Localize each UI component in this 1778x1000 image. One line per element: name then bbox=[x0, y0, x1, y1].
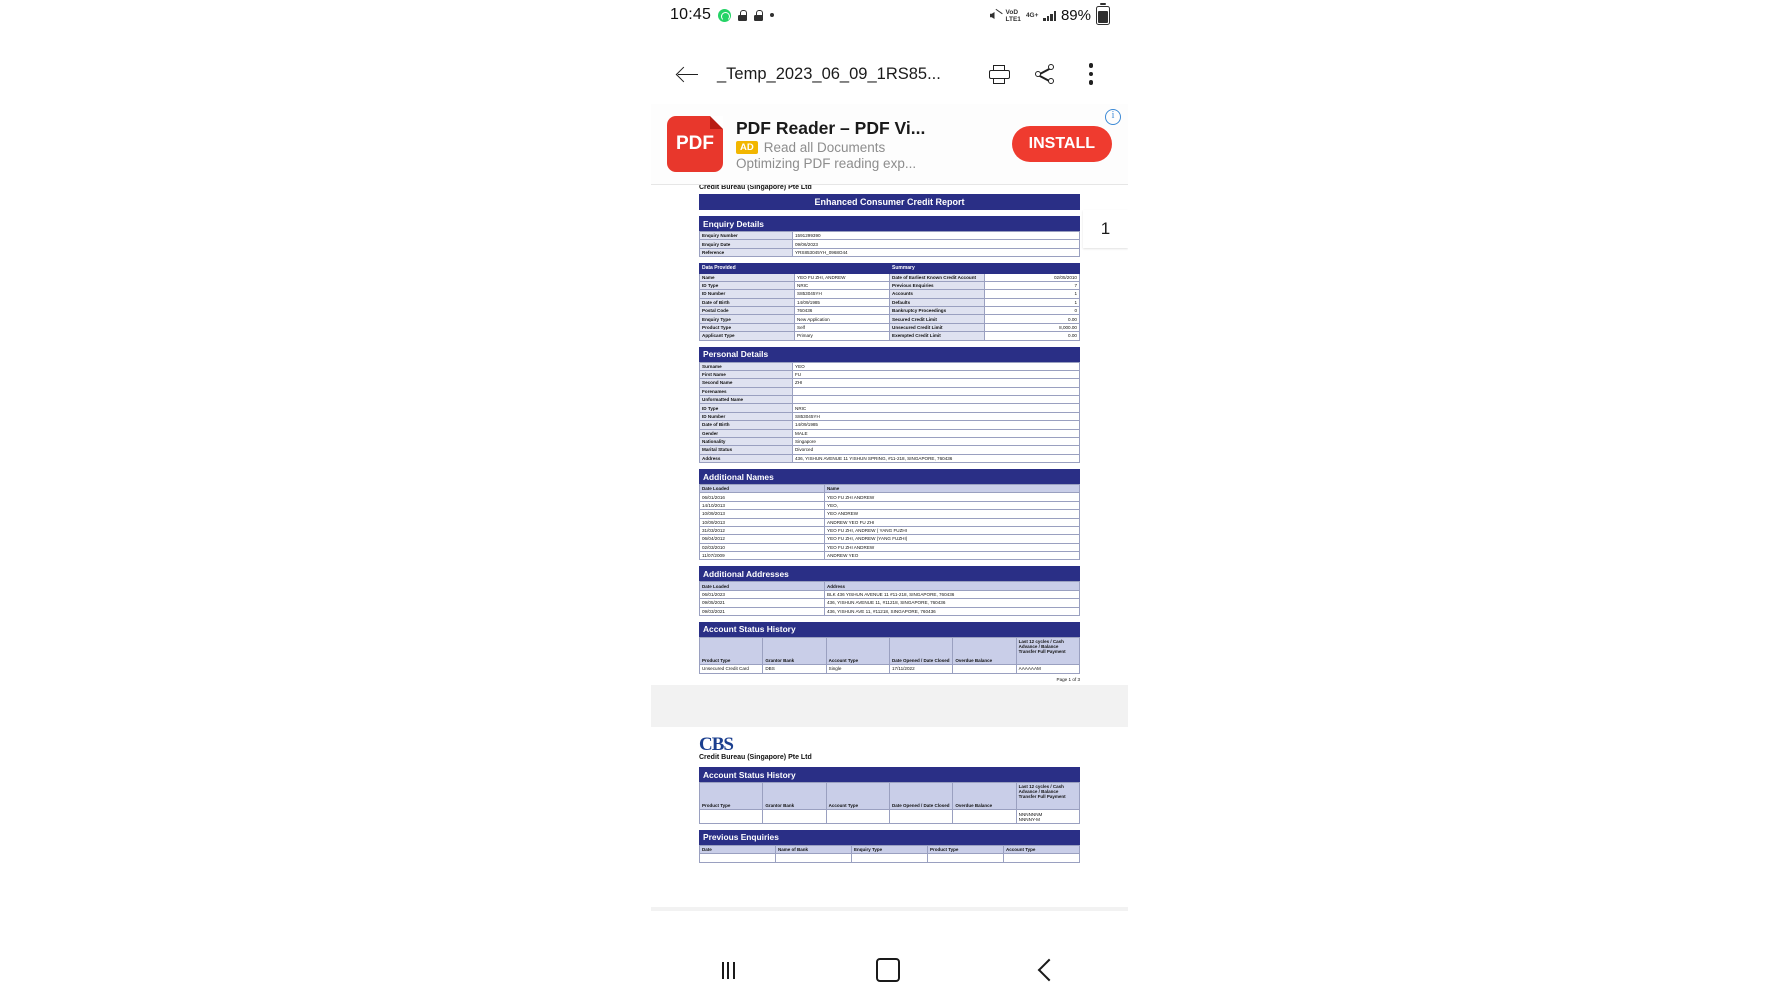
column-header: Product Type bbox=[700, 783, 763, 810]
row-value: 7 bbox=[985, 281, 1080, 289]
ad-title: PDF Reader – PDF Vi... bbox=[736, 117, 926, 138]
section-additional-names: Additional Names bbox=[699, 469, 1080, 484]
table-row bbox=[700, 607, 1080, 615]
table-row bbox=[700, 501, 1080, 509]
table-row bbox=[700, 599, 1080, 607]
additional-names-table bbox=[699, 484, 1080, 560]
row-value: 1 bbox=[985, 290, 1080, 298]
ad-info-icon[interactable]: i bbox=[1105, 109, 1121, 125]
network-generation bbox=[1026, 12, 1038, 19]
cell-date: 10/09/2013 bbox=[700, 518, 825, 526]
table-row bbox=[700, 307, 1080, 315]
ad-subtitle: Read all Documents bbox=[763, 139, 886, 155]
cell-date: 06/01/2023 bbox=[700, 590, 825, 598]
cell-name: ANDREW YEO bbox=[825, 552, 1080, 560]
table-row bbox=[700, 298, 1080, 306]
table-row bbox=[700, 232, 1080, 240]
column-header: Date Loaded bbox=[700, 582, 825, 590]
row-label: Nationality bbox=[700, 437, 793, 445]
report-title: Enhanced Consumer Credit Report bbox=[699, 194, 1080, 210]
ad-banner[interactable] bbox=[651, 104, 1128, 185]
table-row bbox=[700, 454, 1080, 462]
cell-date: 11/07/2009 bbox=[700, 552, 825, 560]
row-value: YRS853045YH_0968O44 bbox=[793, 248, 1080, 256]
row-label: Date of Earliest Known Credit Account bbox=[890, 273, 985, 281]
enquiry-details-table bbox=[699, 231, 1080, 257]
cell-account-type: Single bbox=[826, 665, 889, 673]
cell-date: 31/03/2012 bbox=[700, 526, 825, 534]
row-value: 436, YISHUN AVENUE 11 YISHUN SPRING, #11-218, SINGAPORE, 760436 bbox=[793, 454, 1080, 462]
row-value: 0.00 bbox=[985, 332, 1080, 340]
column-header: Date Opened / Date Closed bbox=[889, 637, 952, 664]
cbs-logo: CBS bbox=[699, 734, 733, 755]
cell-date: 06/01/2016 bbox=[700, 493, 825, 501]
column-header: Grantor Bank bbox=[763, 783, 826, 810]
account-status-history-table-page2 bbox=[699, 782, 1080, 824]
cell-date: 06/04/2012 bbox=[700, 535, 825, 543]
column-header: Last 12 cycles / Cash Advance / Balance Transfer Full Payment bbox=[1016, 637, 1079, 664]
row-value: Divorced bbox=[793, 446, 1080, 454]
install-button[interactable]: INSTALL bbox=[1012, 126, 1112, 162]
column-header: Date Loaded bbox=[700, 485, 825, 493]
cell-overdue-balance bbox=[953, 665, 1016, 673]
row-value: ZHI bbox=[793, 379, 1080, 387]
row-value: 1 bbox=[985, 298, 1080, 306]
row-label: Applicant Type bbox=[700, 332, 795, 340]
table-row bbox=[700, 362, 1080, 370]
cell-date: 09/05/2021 bbox=[700, 599, 825, 607]
row-label: Bankruptcy Proceedings bbox=[890, 307, 985, 315]
page-2-content bbox=[651, 727, 1128, 863]
cell-name: YEO FU ZHI ANDREW bbox=[825, 543, 1080, 551]
row-value: 02/05/2010 bbox=[985, 273, 1080, 281]
row-label: Reference bbox=[700, 248, 793, 256]
column-header: Name bbox=[825, 485, 1080, 493]
account-status-history-table bbox=[699, 637, 1080, 674]
column-header: Product Type bbox=[928, 845, 1004, 853]
table-row bbox=[700, 281, 1080, 289]
cell-cycles: AAAAAAM bbox=[1016, 665, 1079, 673]
personal-details-table bbox=[699, 362, 1080, 464]
section-summary: Summary bbox=[890, 264, 1080, 273]
table-row bbox=[700, 854, 1080, 862]
row-value: 14/09/1985 bbox=[793, 421, 1080, 429]
column-header: Product Type bbox=[700, 637, 763, 664]
section-previous-enquiries: Previous Enquiries bbox=[699, 830, 1080, 845]
table-header-row bbox=[700, 783, 1080, 810]
row-label: Address bbox=[700, 454, 793, 462]
table-row bbox=[700, 552, 1080, 560]
row-value: 09/06/2023 bbox=[793, 240, 1080, 248]
section-account-status-history-page2: Account Status History bbox=[699, 767, 1080, 782]
row-value: YEO FU ZHI, ANDREW bbox=[795, 273, 890, 281]
row-value: Primary bbox=[795, 332, 890, 340]
row-value bbox=[793, 396, 1080, 404]
cell-date: 10/09/2013 bbox=[700, 510, 825, 518]
table-row bbox=[700, 535, 1080, 543]
back-button[interactable] bbox=[665, 51, 711, 97]
app-bar bbox=[651, 44, 1128, 104]
table-row bbox=[700, 590, 1080, 598]
row-value: S853045YH bbox=[795, 290, 890, 298]
network-label bbox=[1006, 9, 1021, 23]
cell-date: 09/03/2021 bbox=[700, 607, 825, 615]
table-row bbox=[700, 387, 1080, 395]
row-label: ID Number bbox=[700, 290, 795, 298]
row-label: Unsecured Credit Limit bbox=[890, 323, 985, 331]
table-row bbox=[700, 429, 1080, 437]
page-gap bbox=[651, 685, 1128, 727]
lock-icon bbox=[754, 10, 763, 21]
column-header: Overdue Balance bbox=[953, 637, 1016, 664]
pdf-viewer[interactable] bbox=[651, 185, 1128, 911]
table-header-row bbox=[700, 582, 1080, 590]
cell-address: BLK 436 YISHUN AVENUE 11 #11-218, SINGAPORE, 760436 bbox=[825, 590, 1080, 598]
row-label: Name bbox=[700, 273, 795, 281]
cell-name: YEO ANDREW bbox=[825, 510, 1080, 518]
row-value: 0.00 bbox=[985, 315, 1080, 323]
org-logo-block bbox=[699, 727, 1080, 761]
column-header: Overdue Balance bbox=[953, 783, 1016, 810]
data-provided-summary-table bbox=[699, 263, 1080, 340]
row-value: YEO bbox=[793, 362, 1080, 370]
column-header: Name of Bank bbox=[776, 845, 852, 853]
row-label: Secured Credit Limit bbox=[890, 315, 985, 323]
row-label: ID Type bbox=[700, 281, 795, 289]
cycles-line-2: NNNNY-M bbox=[1018, 816, 1040, 822]
cell-account-type bbox=[826, 810, 889, 823]
row-label: Unformatted Name bbox=[700, 396, 793, 404]
battery-percent: 89% bbox=[1060, 7, 1091, 24]
table-header-row bbox=[700, 845, 1080, 853]
cell-name: YEO FU ZHI, ANDREW ( YANG FUZHI bbox=[825, 526, 1080, 534]
table-row bbox=[700, 437, 1080, 445]
ad-description: Optimizing PDF reading exp... bbox=[736, 155, 917, 171]
table-row bbox=[700, 379, 1080, 387]
page-indicator: 1 bbox=[1083, 210, 1128, 248]
table-row bbox=[700, 446, 1080, 454]
cell-grantor-bank bbox=[763, 810, 826, 823]
section-data-provided: Data Provided bbox=[700, 264, 890, 273]
table-row bbox=[700, 396, 1080, 404]
section-enquiry-details: Enquiry Details bbox=[699, 216, 1080, 231]
row-label: Gender bbox=[700, 429, 793, 437]
row-label: Forenames bbox=[700, 387, 793, 395]
recents-button[interactable] bbox=[722, 962, 735, 979]
network-line1: VoD bbox=[1005, 8, 1019, 16]
table-row bbox=[700, 240, 1080, 248]
share-button[interactable] bbox=[1022, 51, 1068, 97]
column-header: Account Type bbox=[826, 637, 889, 664]
table-row bbox=[700, 273, 1080, 281]
signal-icon bbox=[1043, 10, 1056, 21]
status-time: 10:45 bbox=[670, 6, 712, 23]
row-label: Enquiry Number bbox=[700, 232, 793, 240]
row-label: Date of Birth bbox=[700, 298, 795, 306]
page-1-content bbox=[651, 185, 1128, 682]
cycles-line-1: NNNNNNM bbox=[1018, 811, 1043, 817]
back-arrow-icon bbox=[678, 64, 699, 85]
column-header: Account Type bbox=[826, 783, 889, 810]
cell-date-opened bbox=[889, 810, 952, 823]
row-value: S853045YH bbox=[793, 412, 1080, 420]
ad-badge: AD bbox=[736, 141, 758, 154]
home-button[interactable] bbox=[876, 958, 900, 982]
cell-date: 02/03/2010 bbox=[700, 543, 825, 551]
row-value: 8,000.00 bbox=[985, 323, 1080, 331]
row-value: NRIC bbox=[793, 404, 1080, 412]
cell-product-type: Unsecured Credit Card bbox=[700, 665, 763, 673]
row-value: 0 bbox=[985, 307, 1080, 315]
back-nav-button[interactable] bbox=[1038, 959, 1061, 982]
row-value: Self bbox=[795, 323, 890, 331]
printer-icon bbox=[989, 65, 1010, 84]
org-name: Credit Bureau (Singapore) Pte Ltd bbox=[699, 754, 812, 761]
row-label: Surname bbox=[700, 362, 793, 370]
table-row bbox=[700, 315, 1080, 323]
network-line2: LTE1 bbox=[1005, 15, 1021, 23]
kebab-menu-icon bbox=[1089, 63, 1093, 84]
table-row bbox=[700, 332, 1080, 340]
column-header: Last 12 cycles / Cash Advance / Balance Transfer Full Payment bbox=[1016, 783, 1079, 810]
cell-address: 436, YISHUN AVE 11, #11218, SINGAPORE, 760436 bbox=[825, 607, 1080, 615]
lock-icon bbox=[738, 10, 747, 21]
table-row bbox=[700, 526, 1080, 534]
row-label: Accounts bbox=[890, 290, 985, 298]
column-header: Date Opened / Date Closed bbox=[889, 783, 952, 810]
pdf-app-icon: PDF bbox=[667, 116, 723, 172]
row-value: Singapore bbox=[793, 437, 1080, 445]
row-label: Product Type bbox=[700, 323, 795, 331]
row-label: Second Name bbox=[700, 379, 793, 387]
column-header: Enquiry Type bbox=[852, 845, 928, 853]
table-row bbox=[700, 323, 1080, 331]
table-row bbox=[700, 518, 1080, 526]
cell-name: YEO FU ZHI ANDREW bbox=[825, 493, 1080, 501]
table-row bbox=[700, 810, 1080, 823]
table-row bbox=[700, 248, 1080, 256]
org-name-page1: Credit Bureau (Singapore) Pte Ltd bbox=[699, 185, 812, 191]
row-value: NRIC bbox=[795, 281, 890, 289]
ad-subtitle-row bbox=[736, 140, 1012, 155]
section-personal-details: Personal Details bbox=[699, 347, 1080, 362]
pdf-page-1 bbox=[651, 185, 1128, 685]
row-label: Enquiry Type bbox=[700, 315, 795, 323]
row-label: Date of Birth bbox=[700, 421, 793, 429]
table-row bbox=[700, 290, 1080, 298]
cell-product-type bbox=[700, 810, 763, 823]
status-bar-right bbox=[990, 6, 1110, 25]
table-row bbox=[700, 510, 1080, 518]
whatsapp-icon bbox=[718, 9, 731, 22]
cell-overdue-balance bbox=[953, 810, 1016, 823]
document-title: _Temp_2023_06_09_1RS85... bbox=[717, 64, 941, 83]
table-header-row bbox=[700, 637, 1080, 664]
row-value: 760436 bbox=[795, 307, 890, 315]
column-header: Grantor Bank bbox=[763, 637, 826, 664]
row-value: FU bbox=[793, 370, 1080, 378]
row-label: Exempted Credit Limit bbox=[890, 332, 985, 340]
section-account-status-history: Account Status History bbox=[699, 622, 1080, 637]
row-value bbox=[793, 387, 1080, 395]
cell-name: YEO, bbox=[825, 501, 1080, 509]
row-value: MALE bbox=[793, 429, 1080, 437]
additional-addresses-table bbox=[699, 581, 1080, 616]
cell-address: 436, YISHUN AVENUE 11, #11218, SINGAPORE, 760436 bbox=[825, 599, 1080, 607]
table-row bbox=[700, 493, 1080, 501]
table-row bbox=[700, 543, 1080, 551]
mute-icon bbox=[990, 10, 1001, 21]
battery-icon bbox=[1096, 6, 1110, 25]
table-row bbox=[700, 421, 1080, 429]
print-button[interactable] bbox=[976, 51, 1022, 97]
table-row bbox=[700, 412, 1080, 420]
share-icon bbox=[1035, 64, 1056, 85]
table-row bbox=[700, 665, 1080, 673]
row-label: Defaults bbox=[890, 298, 985, 306]
row-value: New Application bbox=[795, 315, 890, 323]
cell-name: ANDREW YEO FU ZHI bbox=[825, 518, 1080, 526]
row-label: Postal Code bbox=[700, 307, 795, 315]
table-row bbox=[700, 404, 1080, 412]
page-footer: Page 1 of 3 bbox=[1056, 676, 1080, 682]
section-additional-addresses: Additional Addresses bbox=[699, 566, 1080, 581]
table-header-row bbox=[700, 264, 1080, 273]
row-label: ID Type bbox=[700, 404, 793, 412]
status-bar-left bbox=[670, 6, 774, 24]
cell-date-opened: 17/11/2022 bbox=[889, 665, 952, 673]
row-value: 1591299390 bbox=[793, 232, 1080, 240]
dot-indicator-icon bbox=[770, 13, 774, 17]
column-header: Date bbox=[700, 845, 776, 853]
generation-label: 4G+ bbox=[1025, 12, 1039, 19]
status-bar bbox=[651, 0, 1128, 44]
row-value: 14/09/1985 bbox=[795, 298, 890, 306]
row-label: Previous Enquiries bbox=[890, 281, 985, 289]
table-row bbox=[700, 370, 1080, 378]
ad-text-block bbox=[723, 118, 1012, 171]
column-header: Address bbox=[825, 582, 1080, 590]
phone-screen bbox=[651, 0, 1128, 1000]
pdf-page-2 bbox=[651, 727, 1128, 907]
previous-enquiries-table bbox=[699, 845, 1080, 863]
row-label: Enquiry Date bbox=[700, 240, 793, 248]
more-options-button[interactable] bbox=[1068, 51, 1114, 97]
column-header: Account Type bbox=[1004, 845, 1080, 853]
cell-date: 14/10/2013 bbox=[700, 501, 825, 509]
system-navigation-bar bbox=[651, 940, 1128, 1000]
row-label: ID Number bbox=[700, 412, 793, 420]
row-label: First Name bbox=[700, 370, 793, 378]
cell-grantor-bank: DBS bbox=[763, 665, 826, 673]
row-label: Marital Status bbox=[700, 446, 793, 454]
table-header-row bbox=[700, 485, 1080, 493]
cell-cycles bbox=[1016, 810, 1079, 823]
cell-name: YEO FU ZHI, ANDREW (YANG FUZHI) bbox=[825, 535, 1080, 543]
